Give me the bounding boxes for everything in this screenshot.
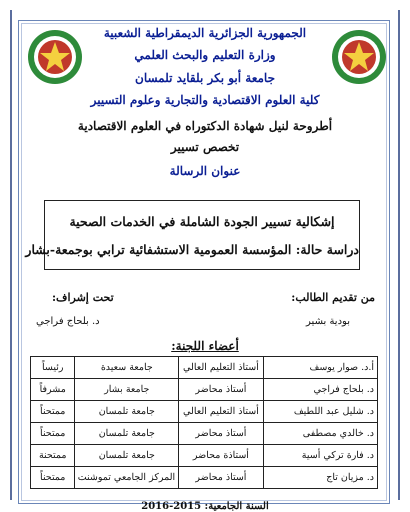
table-row [31, 357, 378, 379]
member-rank: أستاذ محاضر [179, 423, 264, 445]
table-row [31, 445, 378, 467]
table-row [31, 401, 378, 423]
member-name: أ.د. صوار يوسف [263, 357, 377, 379]
member-university: جامعة تلمسان [75, 445, 179, 467]
supervisor-name: د. بلحاج فراجي [36, 316, 100, 327]
member-university: جامعة تلمسان [75, 423, 179, 445]
specialty: تخصص تسيير [170, 140, 240, 154]
member-role: رئيساً [31, 357, 75, 379]
table-row [31, 423, 378, 445]
member-name: د. مزيان تاج [263, 467, 377, 489]
member-university: المركز الجامعي تموشنت [75, 467, 179, 489]
member-rank: أستاذ التعليم العالي [179, 401, 264, 423]
member-rank: أستاذ محاضر [179, 467, 264, 489]
supervisor-label: تحت إشراف: [52, 291, 114, 304]
member-rank: أستاذة محاضر [179, 445, 264, 467]
thesis-title-box [25, 200, 360, 270]
member-name: د. خالدي مصطفى [263, 423, 377, 445]
republic-name: الجمهورية الجزائرية الديمقراطية الشعبية [103, 26, 307, 40]
member-role: ممتحناً [31, 401, 75, 423]
faculty-name: كلية العلوم الاقتصادية والتجارية وعلوم التسيير [90, 93, 320, 107]
student-name: بودية بشير [306, 316, 350, 327]
member-university: جامعة بشار [75, 379, 179, 401]
member-rank: أستاذ التعليم العالي [179, 357, 264, 379]
university-name: جامعة أبو بكر بلقايد تلمسان [135, 71, 275, 85]
member-rank: أستاذ محاضر [179, 379, 264, 401]
committee-heading [0, 339, 410, 353]
committee-heading-text: أعضاء اللجنة: [171, 339, 239, 353]
table-row [31, 467, 378, 489]
member-name: د. فارة تركي أسية [263, 445, 377, 467]
ministry-name: وزارة التعليم والبحث العلمي [134, 48, 276, 62]
member-name: د. بلحاج فراجي [263, 379, 377, 401]
member-role: ممتحناً [31, 467, 75, 489]
presented-by-label: من تقديم الطالب: [291, 291, 375, 304]
member-name: د. شليل عبد اللطيف [263, 401, 377, 423]
member-university: جامعة سعيدة [75, 357, 179, 379]
title-heading: عنوان الرسالة [169, 164, 241, 178]
member-role: مشرفاً [31, 379, 75, 401]
academic-year: السنة الجامعية: 2015-2016 [141, 501, 269, 512]
thesis-type: أطروحة لنيل شهادة الدكتوراه في العلوم الاقتصادية [77, 119, 333, 133]
member-university: جامعة تلمسان [75, 401, 179, 423]
member-role: ممتحنة [31, 445, 75, 467]
thesis-title-line1: إشكالية تسيير الجودة الشاملة في الخدمات الصحية [69, 214, 335, 229]
member-role: ممتحناً [31, 423, 75, 445]
committee-table [30, 356, 378, 489]
thesis-title-line2: دراسة حالة: المؤسسة العمومية الاستشفائية ترابي بوجمعة-بشار [25, 242, 359, 257]
table-row [31, 379, 378, 401]
